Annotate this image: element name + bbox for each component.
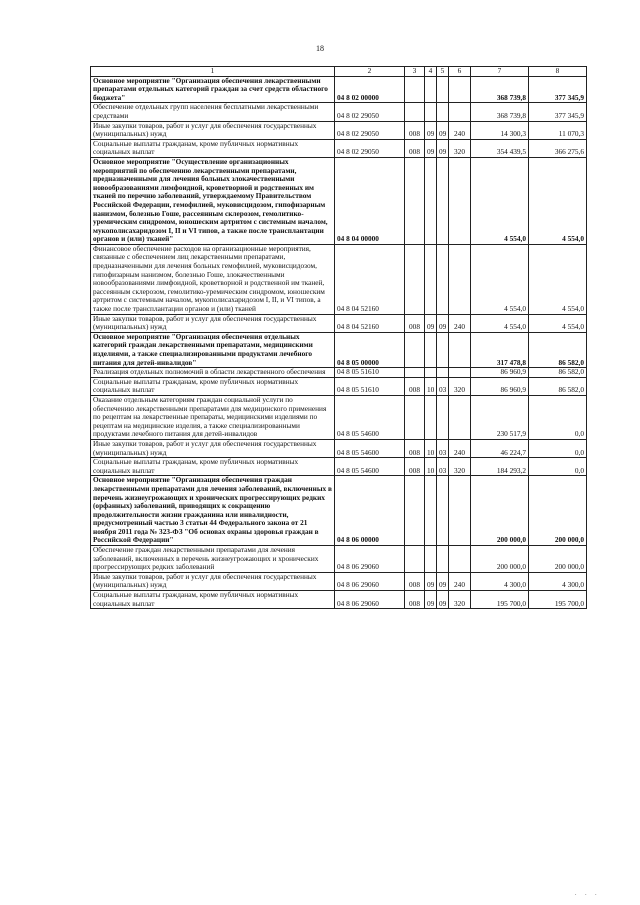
expense-type-cell: 240 [449,121,471,139]
section-cell: 09 [425,139,437,157]
expense-type-cell: 240 [449,314,471,332]
amount-year2-cell: 4 300,0 [529,572,587,590]
section-cell [425,332,437,367]
code-cell: 04 8 05 54600 [335,395,405,439]
ministry-code-cell: 008 [405,591,425,609]
section-cell [425,476,437,546]
code-cell: 04 8 02 00000 [335,76,405,103]
description-cell: Основное мероприятие "Организация обеспечения граждан лекарственными препаратами для лечения заболеваний, включенных в перечень жизнеугрожающих и хронических прогрессирующих редких (орфанных) заболеваний, приводящих к сокращению продолжительности жизни гражданина или инвалидности, предусмотренный частью 3 статьи 44 Федерального закона от 21 ноября 2011 года № 323-ФЗ "Об основах охраны здоровья граждан в Российской Федерации" [91,476,335,546]
section-cell [425,368,437,378]
description-cell: Иные закупки товаров, работ и услуг для обеспечения государственных (муниципальных) нужд [91,572,335,590]
table-row [91,121,587,139]
table-row [91,572,587,590]
table-body [91,67,587,609]
amount-year1-cell: 354 439,5 [471,139,529,157]
code-cell: 04 8 06 29060 [335,572,405,590]
code-cell: 04 8 05 00000 [335,332,405,367]
amount-year1-cell: 4 300,0 [471,572,529,590]
section-cell: 09 [425,572,437,590]
table-row [91,395,587,439]
header-cell: 3 [405,67,425,77]
amount-year1-cell: 368 739,8 [471,103,529,121]
expense-type-cell [449,368,471,378]
amount-year2-cell: 0,0 [529,395,587,439]
amount-year1-cell: 230 517,9 [471,395,529,439]
table-row [91,368,587,378]
description-cell: Обеспечение отдельных групп населения бесплатными лекарственными средствами [91,103,335,121]
amount-year2-cell: 86 582,0 [529,332,587,367]
description-cell: Основное мероприятие "Организация обеспечения отдельных категорий граждан лекарственными препаратами, медицинскими изделиями, а также специализированными продуктами лечебного питания для детей-инвалидов" [91,332,335,367]
ministry-code-cell [405,368,425,378]
ministry-code-cell: 008 [405,377,425,395]
subsection-cell [437,244,449,314]
section-cell: 09 [425,121,437,139]
header-row [91,67,587,77]
header-cell: 7 [471,67,529,77]
subsection-cell [437,476,449,546]
code-cell: 04 8 05 51610 [335,368,405,378]
header-cell: 4 [425,67,437,77]
ministry-code-cell [405,395,425,439]
code-cell: 04 8 05 54600 [335,458,405,476]
ministry-code-cell [405,476,425,546]
section-cell [425,157,437,244]
expense-type-cell [449,157,471,244]
expense-type-cell [449,76,471,103]
subsection-cell: 03 [437,439,449,457]
ministry-code-cell: 008 [405,139,425,157]
amount-year2-cell: 377 345,9 [529,76,587,103]
description-cell: Реализация отдельных полномочий в области лекарственного обеспечения [91,368,335,378]
ministry-code-cell: 008 [405,121,425,139]
subsection-cell: 03 [437,377,449,395]
amount-year2-cell: 86 582,0 [529,377,587,395]
budget-table [90,66,587,609]
code-cell: 04 8 02 29050 [335,103,405,121]
amount-year2-cell: 4 554,0 [529,157,587,244]
expense-type-cell: 320 [449,458,471,476]
amount-year1-cell: 195 700,0 [471,591,529,609]
ministry-code-cell: 008 [405,439,425,457]
ministry-code-cell [405,76,425,103]
ministry-code-cell [405,103,425,121]
scan-mark: · · · [574,891,600,899]
expense-type-cell [449,244,471,314]
description-cell: Основное мероприятие "Организация обеспечения лекарственными препаратами отдельных категорий граждан за счет средств областного бюджета" [91,76,335,103]
description-cell: Обеспечение граждан лекарственными препаратами для лечения заболеваний, включенных в перечень жизнеугрожающих и хронических прогрессирующих редких заболеваний [91,546,335,573]
code-cell: 04 8 06 00000 [335,476,405,546]
amount-year1-cell: 86 960,9 [471,368,529,378]
description-cell: Финансовое обеспечение расходов на организационные мероприятия, связанные с обеспечением лиц лекарственными препаратами, предназначенными для лечения больных гемофилией, муковисцидозом, гипофизарным нанизмом, болезнью Гоше, злокачественными новообразованиями лимфоидной, кроветворной и родственной им тканей, рассеянным склерозом, гемолитико-уремическим синдромом, юношеским артритом с системным началом, мукополисахаридозом I, II, и VI типов, а также после трансплантации органов и (или) тканей [91,244,335,314]
description-cell: Иные закупки товаров, работ и услуг для обеспечения государственных (муниципальных) нужд [91,314,335,332]
table-row [91,458,587,476]
code-cell: 04 8 04 52160 [335,314,405,332]
expense-type-cell: 320 [449,377,471,395]
subsection-cell: 09 [437,139,449,157]
subsection-cell [437,76,449,103]
section-cell [425,76,437,103]
header-cell: 5 [437,67,449,77]
amount-year2-cell: 0,0 [529,439,587,457]
table-row [91,157,587,244]
subsection-cell [437,395,449,439]
expense-type-cell: 320 [449,591,471,609]
expense-type-cell [449,395,471,439]
amount-year1-cell: 46 224,7 [471,439,529,457]
table-row [91,244,587,314]
table-row [91,103,587,121]
amount-year1-cell: 200 000,0 [471,476,529,546]
description-cell: Оказание отдельным категориям граждан социальной услуги по обеспечению лекарственными препаратами для медицинского применения по рецептам на лекарственные препараты, медицинскими изделиями по рецептам на медицинские изделия, а также специализированными продуктами лечебного питания для детей-инвалидов [91,395,335,439]
expense-type-cell [449,103,471,121]
description-cell: Иные закупки товаров, работ и услуг для обеспечения государственных (муниципальных) нужд [91,439,335,457]
code-cell: 04 8 04 52160 [335,244,405,314]
table-row [91,476,587,546]
subsection-cell [437,157,449,244]
description-cell: Иные закупки товаров, работ и услуг для обеспечения государственных (муниципальных) нужд [91,121,335,139]
amount-year1-cell: 317 478,8 [471,332,529,367]
page-number: 18 [316,44,324,53]
ministry-code-cell [405,546,425,573]
amount-year1-cell: 368 739,8 [471,76,529,103]
amount-year2-cell: 86 582,0 [529,368,587,378]
header-cell: 8 [529,67,587,77]
amount-year1-cell: 86 960,9 [471,377,529,395]
ministry-code-cell: 008 [405,314,425,332]
table-row [91,377,587,395]
expense-type-cell: 240 [449,572,471,590]
table-row [91,439,587,457]
code-cell: 04 8 06 29060 [335,591,405,609]
ministry-code-cell [405,332,425,367]
amount-year1-cell: 200 000,0 [471,546,529,573]
ministry-code-cell [405,157,425,244]
section-cell [425,395,437,439]
amount-year2-cell: 4 554,0 [529,314,587,332]
section-cell: 10 [425,377,437,395]
section-cell: 10 [425,439,437,457]
subsection-cell: 09 [437,121,449,139]
subsection-cell [437,368,449,378]
amount-year1-cell: 14 300,3 [471,121,529,139]
amount-year2-cell: 195 700,0 [529,591,587,609]
section-cell: 09 [425,591,437,609]
ministry-code-cell: 008 [405,458,425,476]
amount-year1-cell: 4 554,0 [471,314,529,332]
expense-type-cell: 320 [449,139,471,157]
amount-year2-cell: 200 000,0 [529,476,587,546]
section-cell [425,546,437,573]
amount-year1-cell: 4 554,0 [471,244,529,314]
subsection-cell: 09 [437,591,449,609]
header-cell: 1 [91,67,335,77]
amount-year2-cell: 366 275,6 [529,139,587,157]
description-cell: Социальные выплаты гражданам, кроме публичных нормативных социальных выплат [91,139,335,157]
section-cell: 09 [425,314,437,332]
subsection-cell: 03 [437,458,449,476]
description-cell: Социальные выплаты гражданам, кроме публичных нормативных социальных выплат [91,377,335,395]
section-cell [425,103,437,121]
amount-year2-cell: 11 070,3 [529,121,587,139]
description-cell: Основное мероприятие "Осуществление организационных мероприятий по обеспечению лекарственными препаратами, предназначенными для лечения больных злокачественными новообразованиями лимфоидной, кроветворной и родственных им тканей по перечню заболеваний, утверждаемому Правительством Российской Федерации, гемофилией, муковисцидозом, гипофизарным нанизмом, болезнью Гоше, рассеянным склерозом, гемолитико-уремическим синдромом, юношеским артритом с системным началом, мукополисахаридозом I, II и VI типов, а также после трансплантации органов и (или) тканей" [91,157,335,244]
ministry-code-cell: 008 [405,572,425,590]
table-row [91,139,587,157]
code-cell: 04 8 06 29060 [335,546,405,573]
amount-year1-cell: 4 554,0 [471,157,529,244]
expense-type-cell [449,546,471,573]
code-cell: 04 8 04 00000 [335,157,405,244]
table-row [91,76,587,103]
amount-year2-cell: 200 000,0 [529,546,587,573]
table-row [91,332,587,367]
table-row [91,591,587,609]
ministry-code-cell [405,244,425,314]
amount-year2-cell: 4 554,0 [529,244,587,314]
description-cell: Социальные выплаты гражданам, кроме публичных нормативных социальных выплат [91,458,335,476]
subsection-cell [437,332,449,367]
amount-year2-cell: 377 345,9 [529,103,587,121]
subsection-cell: 09 [437,572,449,590]
section-cell: 10 [425,458,437,476]
expense-type-cell [449,332,471,367]
subsection-cell [437,546,449,573]
code-cell: 04 8 05 51610 [335,377,405,395]
code-cell: 04 8 02 29050 [335,121,405,139]
amount-year1-cell: 184 293,2 [471,458,529,476]
expense-type-cell [449,476,471,546]
code-cell: 04 8 05 54600 [335,439,405,457]
description-cell: Социальные выплаты гражданам, кроме публичных нормативных социальных выплат [91,591,335,609]
code-cell: 04 8 02 29050 [335,139,405,157]
header-cell: 6 [449,67,471,77]
amount-year2-cell: 0,0 [529,458,587,476]
expense-type-cell: 240 [449,439,471,457]
table-row [91,314,587,332]
section-cell [425,244,437,314]
subsection-cell [437,103,449,121]
table-row [91,546,587,573]
subsection-cell: 09 [437,314,449,332]
header-cell: 2 [335,67,405,77]
